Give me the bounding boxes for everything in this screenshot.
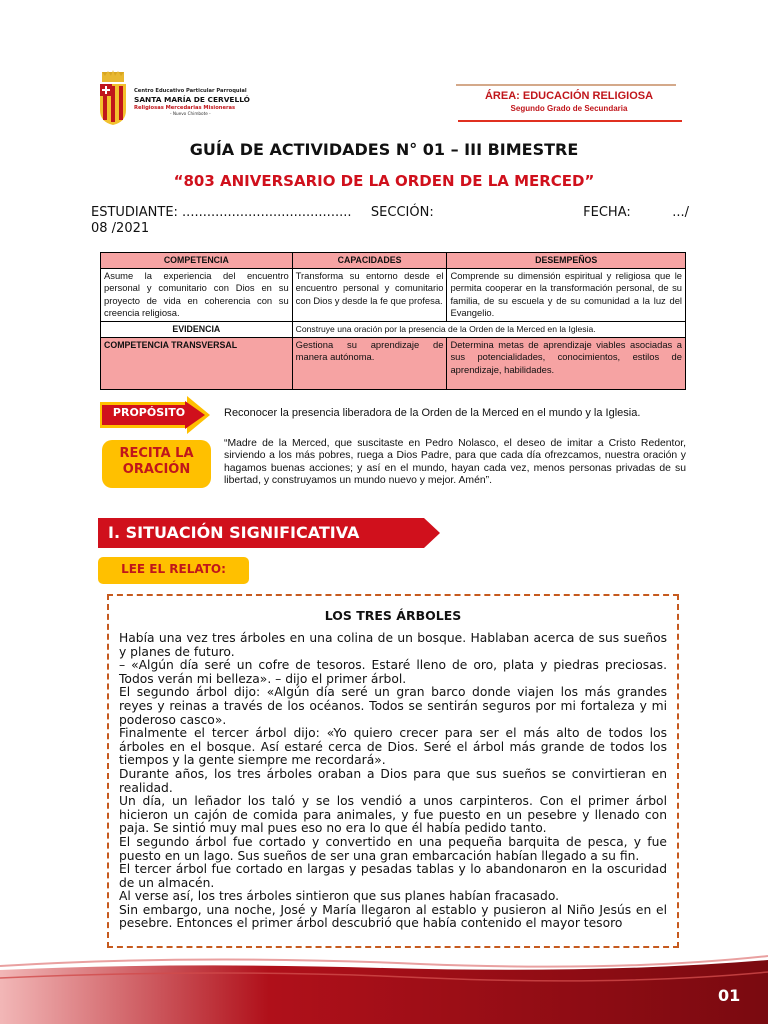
logo-line-2: SANTA MARÍA DE CERVELLÓ — [134, 95, 250, 104]
crest-icon — [96, 70, 130, 126]
student-info — [91, 205, 689, 237]
story-paragraph: Durante años, los tres árboles oraban a Dios para que sus sueños se convirtieran en realidad. — [119, 766, 667, 795]
area-subtitle: Segundo Grado de Secundaria — [510, 104, 628, 113]
date-continuation: 08 /2021 — [91, 221, 150, 236]
date-label: FECHA: — [583, 205, 631, 220]
school-logo — [96, 70, 256, 126]
cell-desempenos: Comprende su dimensión espiritual y religiosa que le permita cooperar en la transformación personal, de su familia, de su escuela y de su comunidad a la luz del Evangelio. — [447, 268, 686, 321]
area-bottom-rule — [458, 120, 682, 122]
story-paragraph: Finalmente el tercer árbol dijo: «Yo quiero crecer para ser el más alto de todos los árboles en el bosque. Así estaré cerca de Dios. Seré el árbol más grande de todos los tiempos y la gente siempre me recordará». — [119, 726, 667, 768]
story-paragraph: Sin embargo, una noche, José y María llegaron al establo y pusieron al Niño Jesús en el pesebre. Entonces el primer árbol descubrió que había contenido el mayor tesoro — [119, 902, 667, 931]
story-paragraph: Había una vez tres árboles en una colina de un bosque. Hablaban acerca de sus sueños y planes de futuro. — [119, 631, 667, 659]
cell-competencia: Asume la experiencia del encuentro personal y comunitario con Dios en su proyecto de vida en coherencia con su creencia religiosa. — [101, 268, 293, 321]
prayer-text: “Madre de la Merced, que suscitaste en Pedro Nolasco, el deseo de imitar a Cristo Redentor, sirviendo a los más pobres, ruega a Dios Padre, para que cada día ofrezcamos, nuestra oración y hagamos buenas acciones; y así en el mundo, hayan cada vez, menos personas privadas de su libertad, y construyamos un mundo nuevo y mejor. Amén”. — [224, 438, 686, 487]
story-paragraph: Un día, un leñador los taló y se los vendió a unos carpinteros. Con el primer árbol hicieron un cajón de comida para animales, y fue puesto en un pesebre y llenado con paja. Se sintió muy mal pues eso no era lo que él había pedido tanto. — [119, 794, 667, 836]
area-box — [456, 84, 682, 122]
story-paragraph: Al verse así, los tres árboles sintieron que sus planes habían fracasado. — [119, 889, 560, 904]
page-number: 01 — [718, 986, 741, 1005]
area-title: ÁREA: EDUCACIÓN RELIGIOSA — [484, 90, 654, 102]
evidence-label: EVIDENCIA — [101, 321, 293, 337]
story-paragraph: – «Algún día seré un cofre de tesoros. Estaré lleno de oro, plata y piedras preciosas. Todos verán mi belleza». – dijo el primer árbol. — [119, 658, 667, 686]
date-value: .../ — [672, 205, 689, 220]
area-top-rule — [456, 84, 676, 86]
purpose-text: Reconocer la presencia liberadora de la Orden de la Merced en el mundo y la Iglesia. — [224, 407, 641, 419]
header-capacidades: CAPACIDADES — [292, 253, 447, 269]
header-competencia: COMPETENCIA — [101, 253, 293, 269]
prayer-badge — [102, 440, 211, 488]
logo-line-1: Centro Educativo Particular Parroquial — [134, 88, 247, 94]
evidence-row — [101, 321, 686, 337]
page-subtitle: “803 ANIVERSARIO DE LA ORDEN DE LA MERCED” — [173, 172, 595, 190]
transversal-row — [101, 337, 686, 389]
transversal-capacity: Gestiona su aprendizaje de manera autónoma. — [292, 337, 447, 389]
story-paragraph: El segundo árbol fue cortado y convertido en una pequeña barquita de pesca, y fue puesto en un lago. Sus sueños de ser una gran embarcación habían llegado a su fin. — [119, 834, 667, 863]
purpose-label: PROPÓSITO — [112, 406, 186, 419]
logo-line-4: - Nuevo Chimbote - — [170, 111, 211, 116]
transversal-label: COMPETENCIA TRANSVERSAL — [101, 337, 293, 389]
story-title: LOS TRES ÁRBOLES — [324, 608, 462, 623]
story-box — [107, 594, 679, 948]
header-desempenos: DESEMPEÑOS — [447, 253, 686, 269]
read-label: LEE EL RELATO: — [98, 557, 249, 584]
page-title: GUÍA DE ACTIVIDADES N° 01 – III BIMESTRE — [189, 140, 579, 159]
evidence-text: Construye una oración por la presencia de la Orden de la Merced en la Iglesia. — [292, 321, 685, 337]
table-header-row — [101, 253, 686, 269]
transversal-performance: Determina metas de aprendizaje viables asociadas a sus potencialidades, conocimientos, estilos de aprendizaje, habilidades. — [447, 337, 686, 389]
prayer-label-2: ORACIÓN — [122, 462, 191, 477]
student-label: ESTUDIANTE: ......................................... — [91, 205, 352, 220]
story-paragraph: El tercer árbol fue cortado en largas y pesadas tablas y lo abandonaron en la oscuridad de un almacén. — [119, 862, 667, 890]
logo-line-3: Religiosas Mercedarias Misioneras — [134, 105, 236, 111]
footer-band — [0, 952, 768, 1024]
story-paragraph: El segundo árbol dijo: «Algún día seré un gran barco donde viajen los más grandes reyes y reinas a través de los océanos. Todos se sentirán seguros por mi fortaleza y mi poderoso casco». — [119, 685, 667, 727]
cell-capacidades: Transforma su entorno desde el encuentro personal y comunitario con Dios y desde la fe que profesa. — [292, 268, 447, 321]
prayer-label-1: RECITA LA — [119, 446, 194, 461]
competency-table — [100, 252, 686, 390]
table-row — [101, 268, 686, 321]
section-label: SECCIÓN: — [370, 205, 434, 220]
section-heading: I. SITUACIÓN SIGNIFICATIVA — [108, 523, 360, 542]
